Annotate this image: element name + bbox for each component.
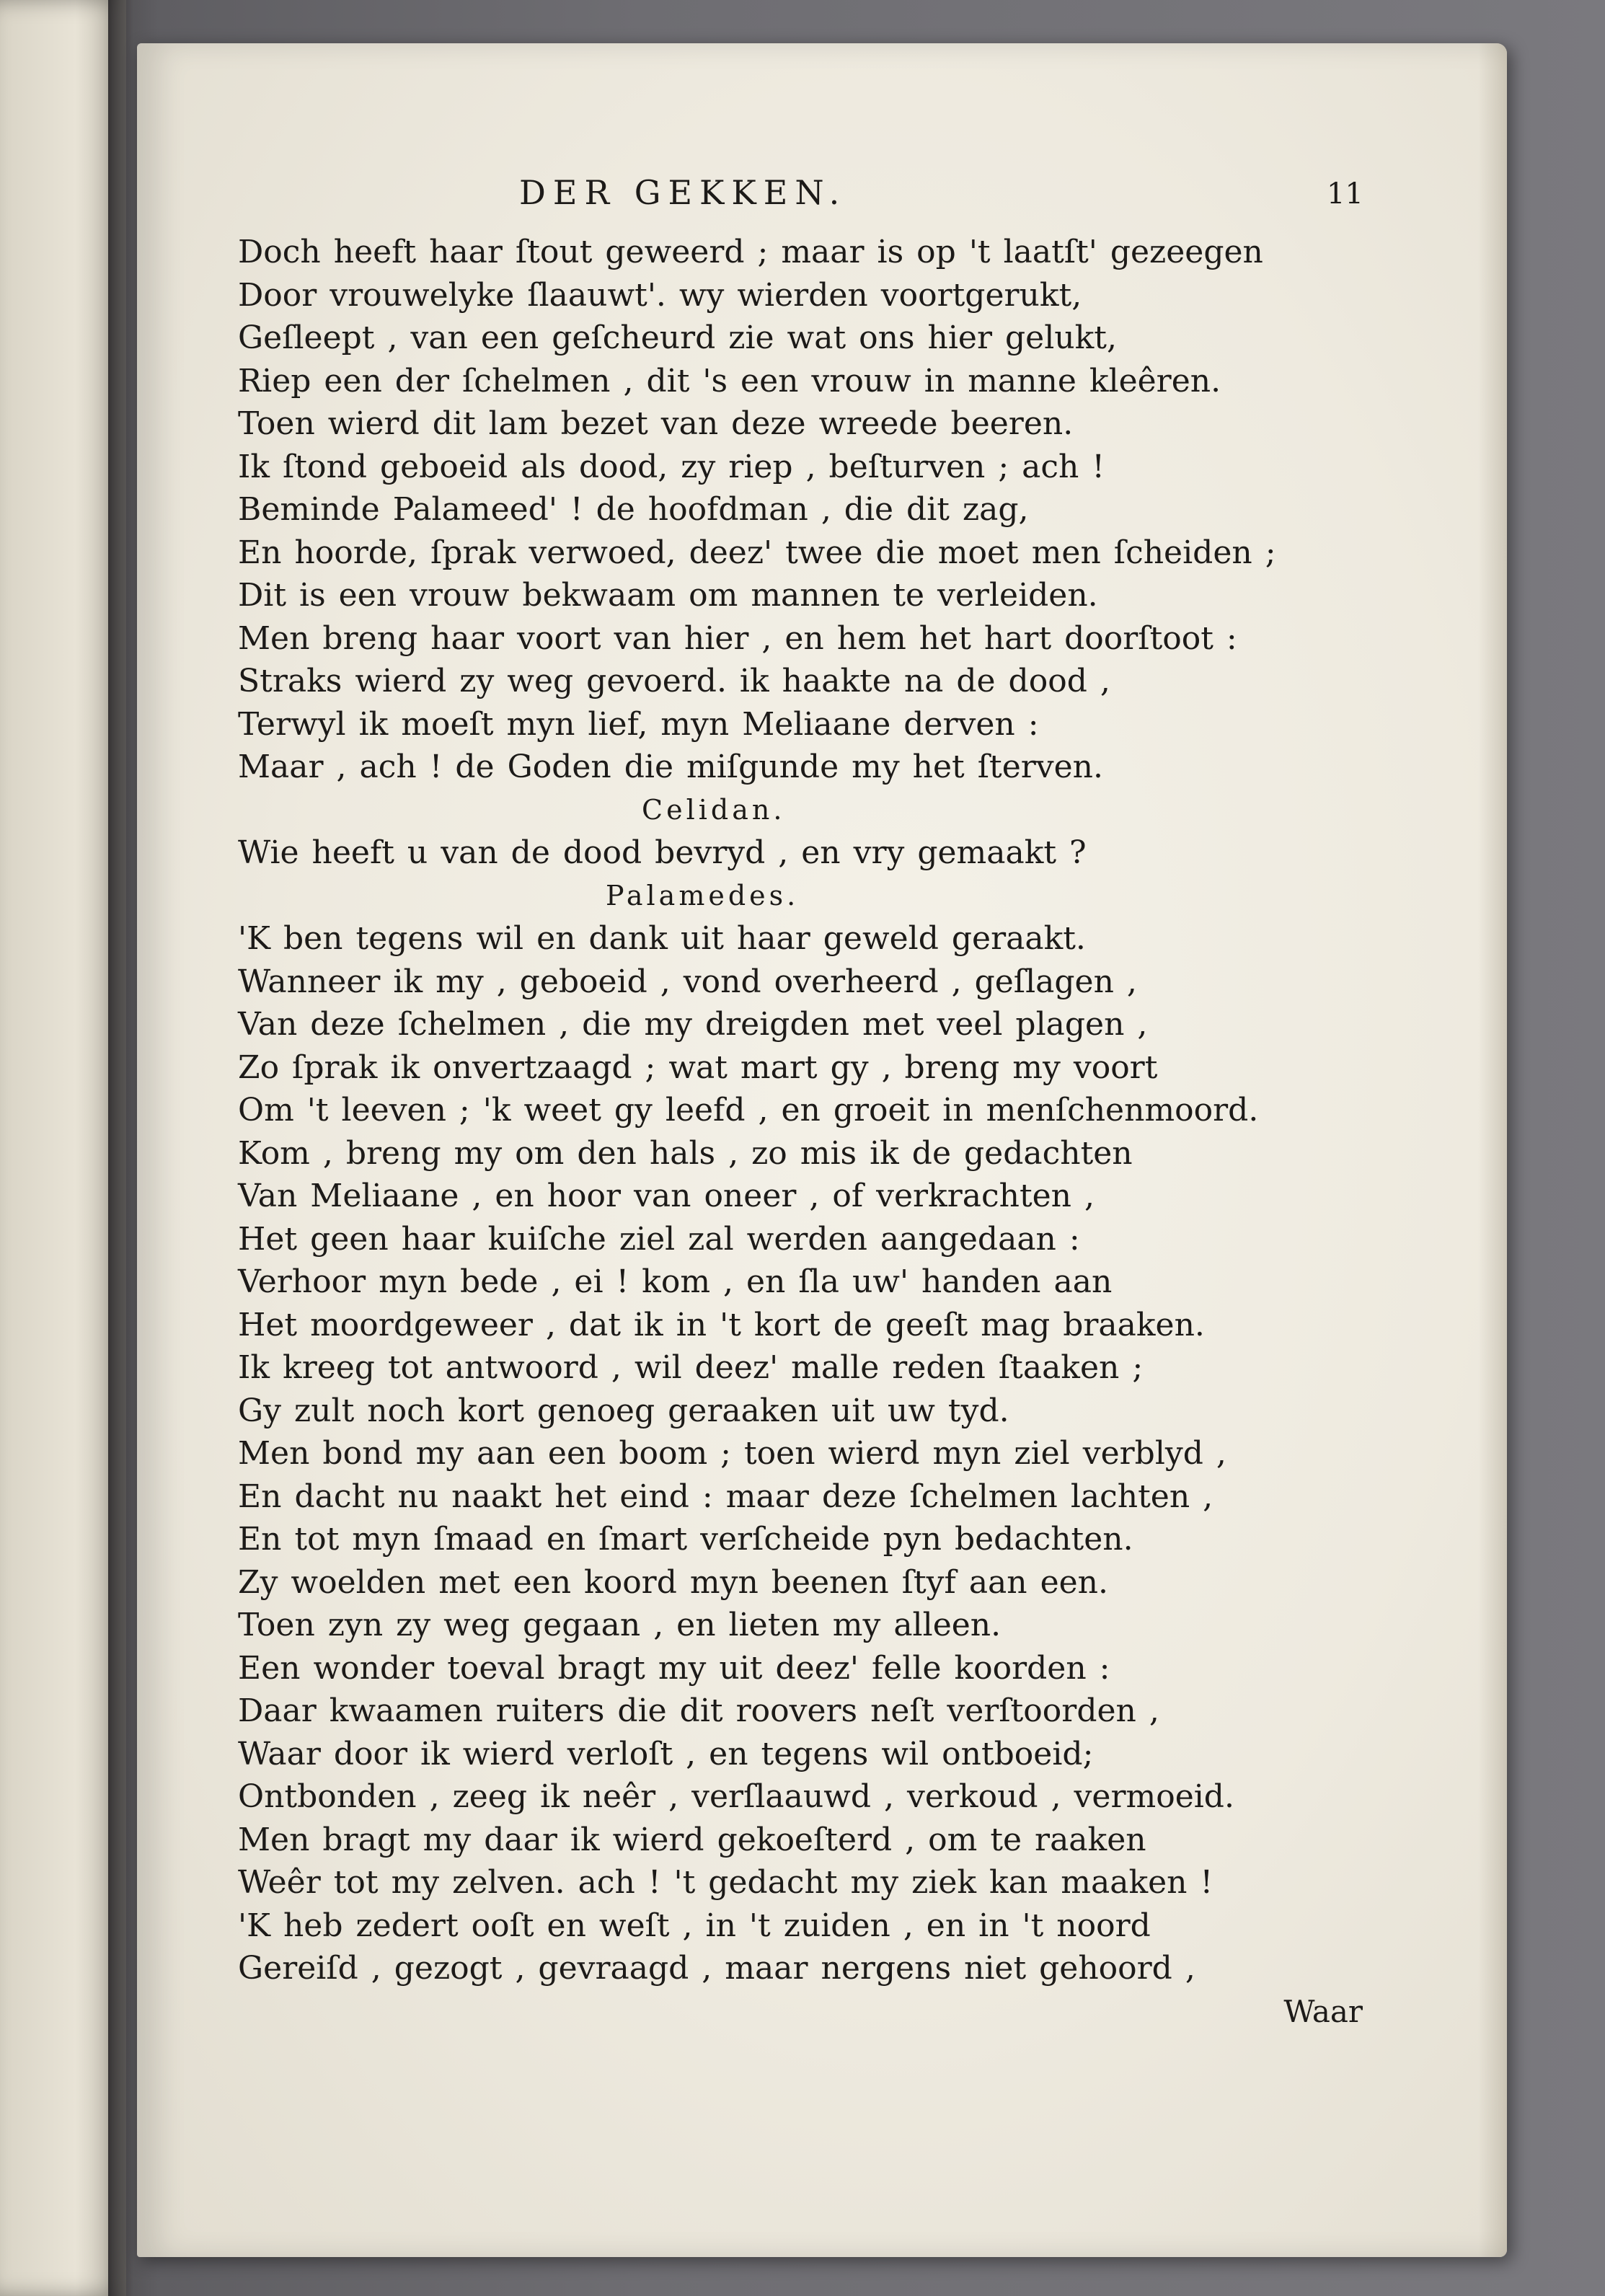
verse-line: Daar kwaamen ruiters die dit roovers neſt verſtoorden , (238, 1692, 1159, 1729)
verse-block-1 (238, 231, 1449, 789)
verse-line: Een wonder toeval bragt my uit deez' felle koorden : (238, 1649, 1110, 1687)
verse-block-3 (238, 917, 1449, 1990)
verse-line: Zy woelden met een koord myn beenen ſtyf aan een. (238, 1563, 1109, 1601)
verse-block-2 (238, 831, 1449, 875)
verse-line: Geſleept , van een geſcheurd zie wat ons hier gelukt, (238, 319, 1117, 356)
verse-line: Het geen haar kuiſche ziel zal werden aangedaan : (238, 1220, 1080, 1258)
verse-line: Waar door ik wierd verloſt , en tegens wil ontboeid; (238, 1735, 1094, 1772)
verse-line: Gereiſd , gezogt , gevraagd , maar nergens niet gehoord , (238, 1950, 1195, 1987)
verse-line: Van deze ſchelmen , die my dreigden met veel plagen , (238, 1006, 1148, 1043)
verse-line: En tot myn ſmaad en ſmart verſcheide pyn bedachten. (238, 1521, 1133, 1558)
verse-line: Wie heeft u van de dood bevryd , en vry gemaakt ? (238, 834, 1087, 871)
verse-line: Toen wierd dit lam bezet van deze wreede beeren. (238, 405, 1074, 442)
verse-line: Gy zult noch kort genoeg geraaken uit uw tyd. (238, 1392, 1009, 1429)
verse-line: Maar , ach ! de Goden die miſgunde my het ſterven. (238, 749, 1103, 785)
verse-line: En hoorde, ſprak verwoed, deez' twee die moet men ſcheiden ; (238, 534, 1276, 571)
verse-line: Dit is een vrouw bekwaam om mannen te verleiden. (238, 577, 1098, 614)
verse-line: Toen zyn zy weg gegaan , en lieten my alleen. (238, 1607, 1002, 1643)
book-page (137, 43, 1507, 2257)
verse-line: Van Meliaane , en hoor van oneer , of verkrachten , (238, 1178, 1095, 1214)
speaker-celidan: Celidan. (642, 793, 786, 826)
verse-line: Men breng haar voort van hier , en hem het hart doorſtoot : (238, 619, 1237, 657)
page-header (238, 173, 1449, 231)
running-head: DER GEKKEN. (519, 173, 847, 212)
verse-line: Terwyl ik moeſt myn lief, myn Meliaane derven : (238, 705, 1039, 743)
catchword: Waar (1283, 1993, 1363, 2029)
verse-line: Weêr tot my zelven. ach ! 't gedacht my ziek kan maaken ! (238, 1864, 1213, 1901)
verse-line: Men bragt my daar ik wierd gekoeſterd , om te raaken (238, 1821, 1146, 1858)
page-text (238, 173, 1449, 2033)
verse-line: Het moordgeweer , dat ik in 't kort de geeſt mag braaken. (238, 1306, 1205, 1343)
page-edge-shadow (1478, 43, 1507, 2257)
verse-line: Ontbonden , zeeg ik neêr , verſlaauwd , verkoud , vermoeid. (238, 1778, 1234, 1815)
verse-line: Straks wierd zy weg gevoerd. ik haakte na de dood , (238, 663, 1110, 699)
verse-line: Zo ſprak ik onvertzaagd ; wat mart gy , breng my voort (238, 1048, 1158, 1086)
verse-line: Kom , breng my om den hals , zo mis ik de gedachten (238, 1134, 1133, 1172)
verse-line: Om 't leeven ; 'k weet gy leefd , en groeit in menſchenmoord. (238, 1092, 1259, 1129)
verse-line: 'K ben tegens wil en dank uit haar geweld geraakt. (238, 920, 1086, 957)
verse-line: Ik ſtond geboeid als dood, zy riep , beſturven ; ach ! (238, 448, 1105, 485)
verse-line: Men bond my aan een boom ; toen wierd myn ziel verblyd , (238, 1435, 1226, 1472)
verse-line: 'K heb zedert ooſt en weſt , in 't zuiden , en in 't noord (238, 1907, 1151, 1944)
speaker-palamedes: Palamedes. (606, 879, 800, 911)
left-page-edge (0, 0, 126, 2296)
verse-line: Riep een der ſchelmen , dit 's een vrouw in manne kleêren. (238, 362, 1221, 399)
verse-line: Door vrouwelyke ſlaauwt'. wy wierden voortgerukt, (238, 276, 1082, 314)
verse-line: Wanneer ik my , geboeid , vond overheerd , geſlagen , (238, 963, 1137, 1000)
verse-line: En dacht nu naakt het eind : maar deze ſchelmen lachten , (238, 1478, 1213, 1515)
verse-line: Doch heeft haar ſtout geweerd ; maar is op 't laatſt' gezeegen (238, 234, 1263, 270)
verse-line: Ik kreeg tot antwoord , wil deez' malle reden ſtaaken ; (238, 1349, 1144, 1386)
page-number: 11 (1327, 177, 1363, 211)
verse-line: Beminde Palameed' ! de hoofdman , die dit zag, (238, 491, 1029, 528)
verse-line: Verhoor myn bede , ei ! kom , en ſla uw' handen aan (238, 1263, 1113, 1300)
